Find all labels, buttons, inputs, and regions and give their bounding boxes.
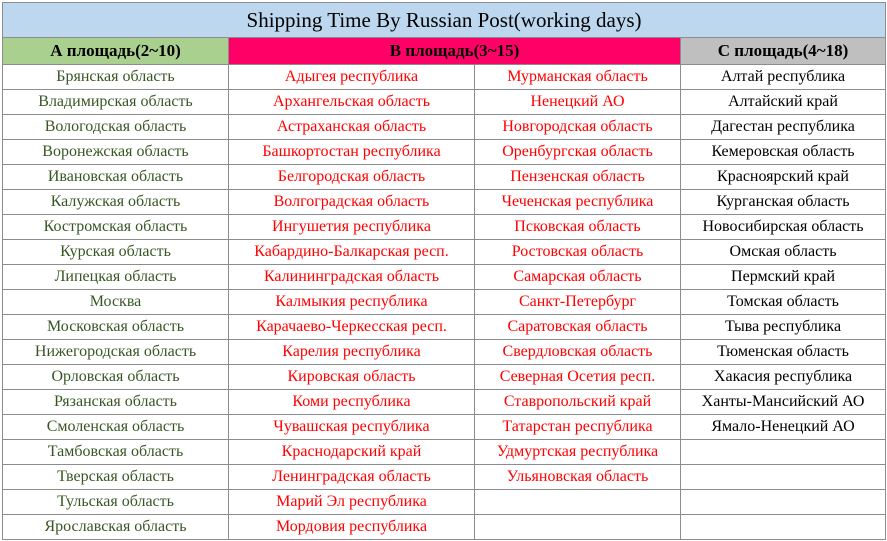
zone-c-cell (681, 490, 886, 515)
zone-c-cell: Ханты-Мансийский АО (681, 390, 886, 415)
zone-c-cell: Дагестан республика (681, 115, 886, 140)
table-row (3, 115, 886, 140)
zone-b-cell: Кировская область (229, 365, 475, 390)
shipping-time-table (2, 2, 886, 540)
zone-header-row (3, 38, 886, 65)
zone-a-cell: Воронежская область (3, 140, 229, 165)
table-row (3, 515, 886, 540)
zone-a-cell: Владимирская область (3, 90, 229, 115)
zone-a-cell: Костромская область (3, 215, 229, 240)
table-row (3, 365, 886, 390)
table-row (3, 140, 886, 165)
zone-b-cell: Карелия республика (229, 340, 475, 365)
table-row (3, 290, 886, 315)
zone-c-header: С площадь(4~18) (681, 38, 886, 65)
zone-b-cell: Оренбургская область (475, 140, 681, 165)
zone-c-cell (681, 515, 886, 540)
zone-a-cell: Тверская область (3, 465, 229, 490)
table-row (3, 90, 886, 115)
table-row (3, 240, 886, 265)
zone-b-cell: Ставропольский край (475, 390, 681, 415)
table-row (3, 215, 886, 240)
zone-b-header: В площадь(3~15) (229, 38, 681, 65)
zone-c-cell: Кемеровская область (681, 140, 886, 165)
zone-a-cell: Ивановская область (3, 165, 229, 190)
zone-b-cell: Коми республика (229, 390, 475, 415)
zone-a-header: А площадь(2~10) (3, 38, 229, 65)
zone-b-cell: Санкт-Петербург (475, 290, 681, 315)
table-row (3, 65, 886, 90)
table-row (3, 165, 886, 190)
title-row (3, 3, 886, 38)
zone-a-cell: Брянская область (3, 65, 229, 90)
zone-a-cell: Калужская область (3, 190, 229, 215)
zone-c-cell: Хакасия республика (681, 365, 886, 390)
zone-a-cell: Тульская область (3, 490, 229, 515)
table-row (3, 415, 886, 440)
zone-b-cell: Архангельская область (229, 90, 475, 115)
zone-b-cell: Волгоградская область (229, 190, 475, 215)
zone-b-cell: Белгородская область (229, 165, 475, 190)
zone-a-cell: Вологодская область (3, 115, 229, 140)
zone-a-cell: Ярославская область (3, 515, 229, 540)
zone-a-cell: Москва (3, 290, 229, 315)
zone-b-cell: Калмыкия республика (229, 290, 475, 315)
zone-b-cell: Северная Осетия респ. (475, 365, 681, 390)
zone-a-cell: Московская область (3, 315, 229, 340)
zone-b-cell: Адыгея республика (229, 65, 475, 90)
zone-b-cell: Удмуртская республика (475, 440, 681, 465)
zone-b-cell: Чеченская республика (475, 190, 681, 215)
zone-c-cell (681, 440, 886, 465)
zone-b-cell (475, 490, 681, 515)
zone-a-cell: Курская область (3, 240, 229, 265)
zone-b-cell: Краснодарский край (229, 440, 475, 465)
table-title: Shipping Time By Russian Post(working days) (3, 3, 886, 38)
zone-a-cell: Орловская область (3, 365, 229, 390)
zone-a-cell: Нижегородская область (3, 340, 229, 365)
zone-b-cell: Астраханская область (229, 115, 475, 140)
zone-b-cell: Псковская область (475, 215, 681, 240)
zone-b-cell: Ульяновская область (475, 465, 681, 490)
zone-c-cell: Алтайский край (681, 90, 886, 115)
zone-b-cell: Ленинградская область (229, 465, 475, 490)
zone-b-cell: Ингушетия республика (229, 215, 475, 240)
zone-b-cell: Татарстан республика (475, 415, 681, 440)
zone-a-cell: Смоленская область (3, 415, 229, 440)
zone-c-cell (681, 465, 886, 490)
zone-b-cell: Ненецкий АО (475, 90, 681, 115)
table-body (3, 65, 886, 540)
zone-c-cell: Пермский край (681, 265, 886, 290)
table-row (3, 315, 886, 340)
zone-b-cell: Чувашская республика (229, 415, 475, 440)
zone-b-cell: Калининградская область (229, 265, 475, 290)
zone-b-cell: Карачаево-Черкесская респ. (229, 315, 475, 340)
zone-b-cell: Самарская область (475, 265, 681, 290)
zone-c-cell: Омская область (681, 240, 886, 265)
zone-c-cell: Тюменская область (681, 340, 886, 365)
zone-b-cell: Кабардино-Балкарская респ. (229, 240, 475, 265)
zone-c-cell: Красноярский край (681, 165, 886, 190)
zone-c-cell: Тыва республика (681, 315, 886, 340)
zone-c-cell: Алтай республика (681, 65, 886, 90)
zone-b-cell: Свердловская область (475, 340, 681, 365)
zone-c-cell: Ямало-Ненецкий АО (681, 415, 886, 440)
zone-b-cell: Пензенская область (475, 165, 681, 190)
zone-b-cell: Башкортостан республика (229, 140, 475, 165)
table-row (3, 340, 886, 365)
table-row (3, 440, 886, 465)
zone-a-cell: Рязанская область (3, 390, 229, 415)
zone-b-cell: Саратовская область (475, 315, 681, 340)
zone-a-cell: Тамбовская область (3, 440, 229, 465)
zone-b-cell: Ростовская область (475, 240, 681, 265)
table-row (3, 265, 886, 290)
zone-b-cell (475, 515, 681, 540)
zone-b-cell: Мурманская область (475, 65, 681, 90)
table-row (3, 490, 886, 515)
zone-c-cell: Курганская область (681, 190, 886, 215)
zone-c-cell: Томская область (681, 290, 886, 315)
zone-b-cell: Марий Эл республика (229, 490, 475, 515)
zone-b-cell: Новгородская область (475, 115, 681, 140)
zone-a-cell: Липецкая область (3, 265, 229, 290)
zone-c-cell: Новосибирская область (681, 215, 886, 240)
zone-b-cell: Мордовия республика (229, 515, 475, 540)
table-row (3, 190, 886, 215)
table-row (3, 465, 886, 490)
table-row (3, 390, 886, 415)
